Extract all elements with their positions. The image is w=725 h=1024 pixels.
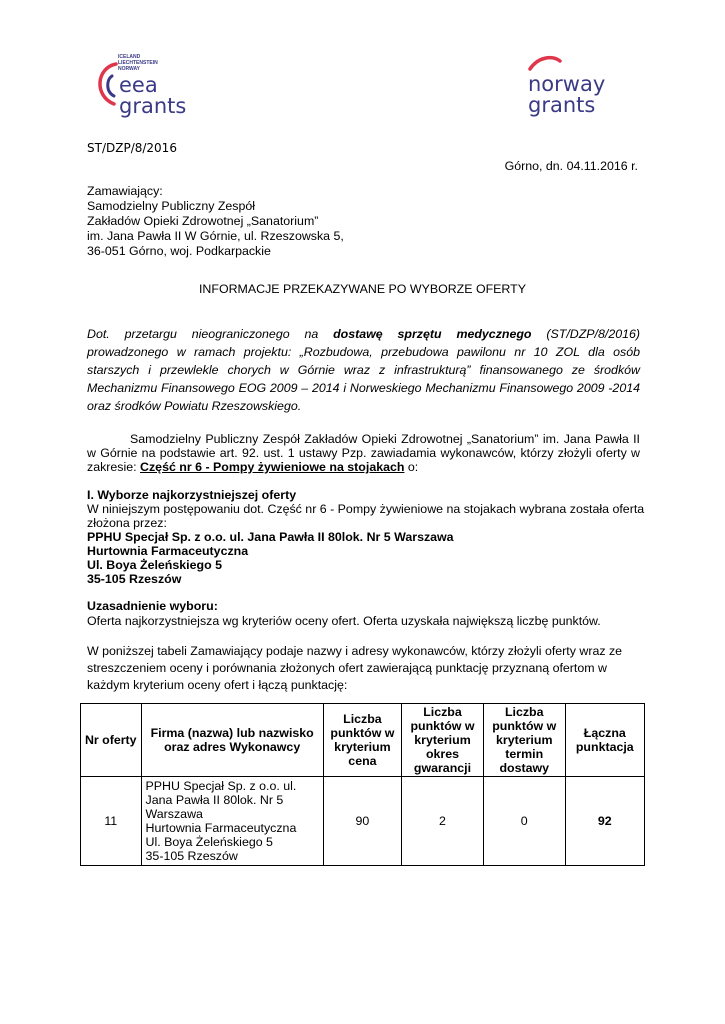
norway-logo-red-arc: [530, 58, 560, 69]
eea-grants-logo: [92, 50, 210, 120]
intro-text-1: Dot. przetargu nieograniczonego na: [87, 327, 334, 341]
winner-line: Hurtownia Farmaceutyczna: [87, 544, 249, 558]
offers-table: [80, 703, 645, 866]
document-heading: INFORMACJE PRZEKAZYWANE PO WYBORZE OFERTY: [198, 282, 526, 296]
winner-line: 35-105 Rzeszów: [87, 572, 182, 586]
section-title: I. Wyborze najkorzystniejszej oferty: [87, 488, 297, 502]
cell-nr: 11: [81, 777, 142, 866]
header-termin: Liczba punktów w kryterium termin dostawy: [483, 704, 565, 777]
firm-line: Jana Pawła II 80lok. Nr 5: [145, 793, 284, 807]
firm-line: Warszawa: [145, 807, 203, 821]
part-label: Część nr 6 - Pompy żywieniowe na stojakach: [140, 460, 405, 474]
eea-logo-blue-arc: [108, 76, 114, 96]
cell-gwarancja: 2: [402, 777, 484, 866]
recipient-line: 36-051 Górno, woj. Podkarpackie: [87, 244, 271, 258]
eea-logo-word-1: eea: [119, 73, 158, 97]
intro-text-2: (ST/DZP/8/2016) prowadzonego w ramach projektu: „Rozbudowa, przebudowa pawilonu nr 10 ZOL dla osób starszych i przewlekle chorych w Górnie wraz z infrastrukturą” finansowanego ze środków Mechanizmu Finansowego EOG 2009 – 2014 i Norweskiego Mechanizmu Finansowego 2009 -2014 oraz środków Powiatu Rzeszowskiego.: [87, 327, 641, 413]
firm-line: 35-105 Rzeszów: [145, 849, 238, 863]
winner-line: PPHU Specjał Sp. z o.o. ul. Jana Pawła II 80lok. Nr 5 Warszawa: [87, 530, 454, 544]
norway-grants-logo: [520, 55, 630, 117]
eea-logo-small-2: LIECHTENSTEIN: [118, 60, 158, 66]
table-intro: W poniższej tabeli Zamawiający podaje nazwy i adresy wykonawców, którzy złożyli oferty wraz ze streszczeniem oceny i porównania złożonych ofert zawierającą punktację przyznaną ofertom w każdym kryterium oceny ofert i łączą punktację:: [87, 644, 623, 692]
header-nr: Nr oferty: [81, 704, 142, 777]
recipient-line: im. Jana Pawła II W Górnie, ul. Rzeszowska 5,: [87, 229, 344, 243]
selection-section: [87, 488, 647, 586]
cell-firm: [141, 777, 323, 866]
notification-paragraph: [87, 432, 640, 474]
table-header-row: [81, 704, 645, 777]
intro-subject: dostawę sprzętu medycznego: [333, 327, 532, 341]
eea-logo-small-1: ICELAND: [118, 54, 141, 60]
recipient-block: [87, 184, 344, 259]
justification-section: [87, 599, 647, 629]
firm-line: Hurtownia Farmaceutyczna: [145, 821, 297, 835]
selection-text: W niniejszym postępowaniu dot. Część nr 6 - Pompy żywieniowe na stojakach wybrana została oferta złożona przez:: [87, 502, 645, 530]
justification-text: Oferta najkorzystniejsza wg kryteriów oceny ofert. Oferta uzyskała największą liczbę punktów.: [87, 614, 601, 628]
intro-paragraph: [87, 325, 640, 415]
recipient-line: Zakładów Opieki Zdrowotnej „Sanatorium”: [87, 214, 319, 228]
header-gwarancja: Liczba punktów w kryterium okres gwarancji: [402, 704, 484, 777]
header-cena: Liczba punktów w kryterium cena: [323, 704, 401, 777]
recipient-line: Samodzielny Publiczny Zespół: [87, 199, 256, 213]
norway-logo-word-2: grants: [528, 93, 596, 117]
cell-cena: 90: [323, 777, 401, 866]
cell-termin: 0: [483, 777, 565, 866]
reference-number: ST/DZP/8/2016: [87, 141, 177, 155]
justification-title: Uzasadnienie wyboru:: [87, 599, 218, 613]
notification-tail: o:: [404, 460, 419, 474]
eea-logo-word-2: grants: [119, 94, 187, 118]
header-firm: Firma (nazwa) lub nazwisko oraz adres Wykonawcy: [141, 704, 323, 777]
firm-line: PPHU Specjał Sp. z o.o. ul.: [145, 779, 297, 793]
cell-suma: 92: [565, 777, 644, 866]
firm-line: Ul. Boya Żeleńskiego 5: [145, 835, 273, 849]
notification-text: Samodzielny Publiczny Zespół Zakładów Opieki Zdrowotnej „Sanatorium” im. Jana Pawła II w Górnie na podstawie art. 92. ust. 1 ustawy Pzp. zawiadamia wykonawców, którzy złożyli oferty w zakresie:: [87, 432, 640, 474]
winner-line: Ul. Boya Żeleńskiego 5: [87, 558, 222, 572]
norway-logo-word-1: norway: [528, 72, 606, 96]
header-suma: Łączna punktacja: [565, 704, 644, 777]
place-date: Górno, dn. 04.11.2016 r.: [504, 159, 638, 173]
eea-logo-small-3: NORWAY: [118, 66, 140, 72]
table-row: [81, 777, 645, 866]
recipient-label: Zamawiający:: [87, 184, 163, 198]
